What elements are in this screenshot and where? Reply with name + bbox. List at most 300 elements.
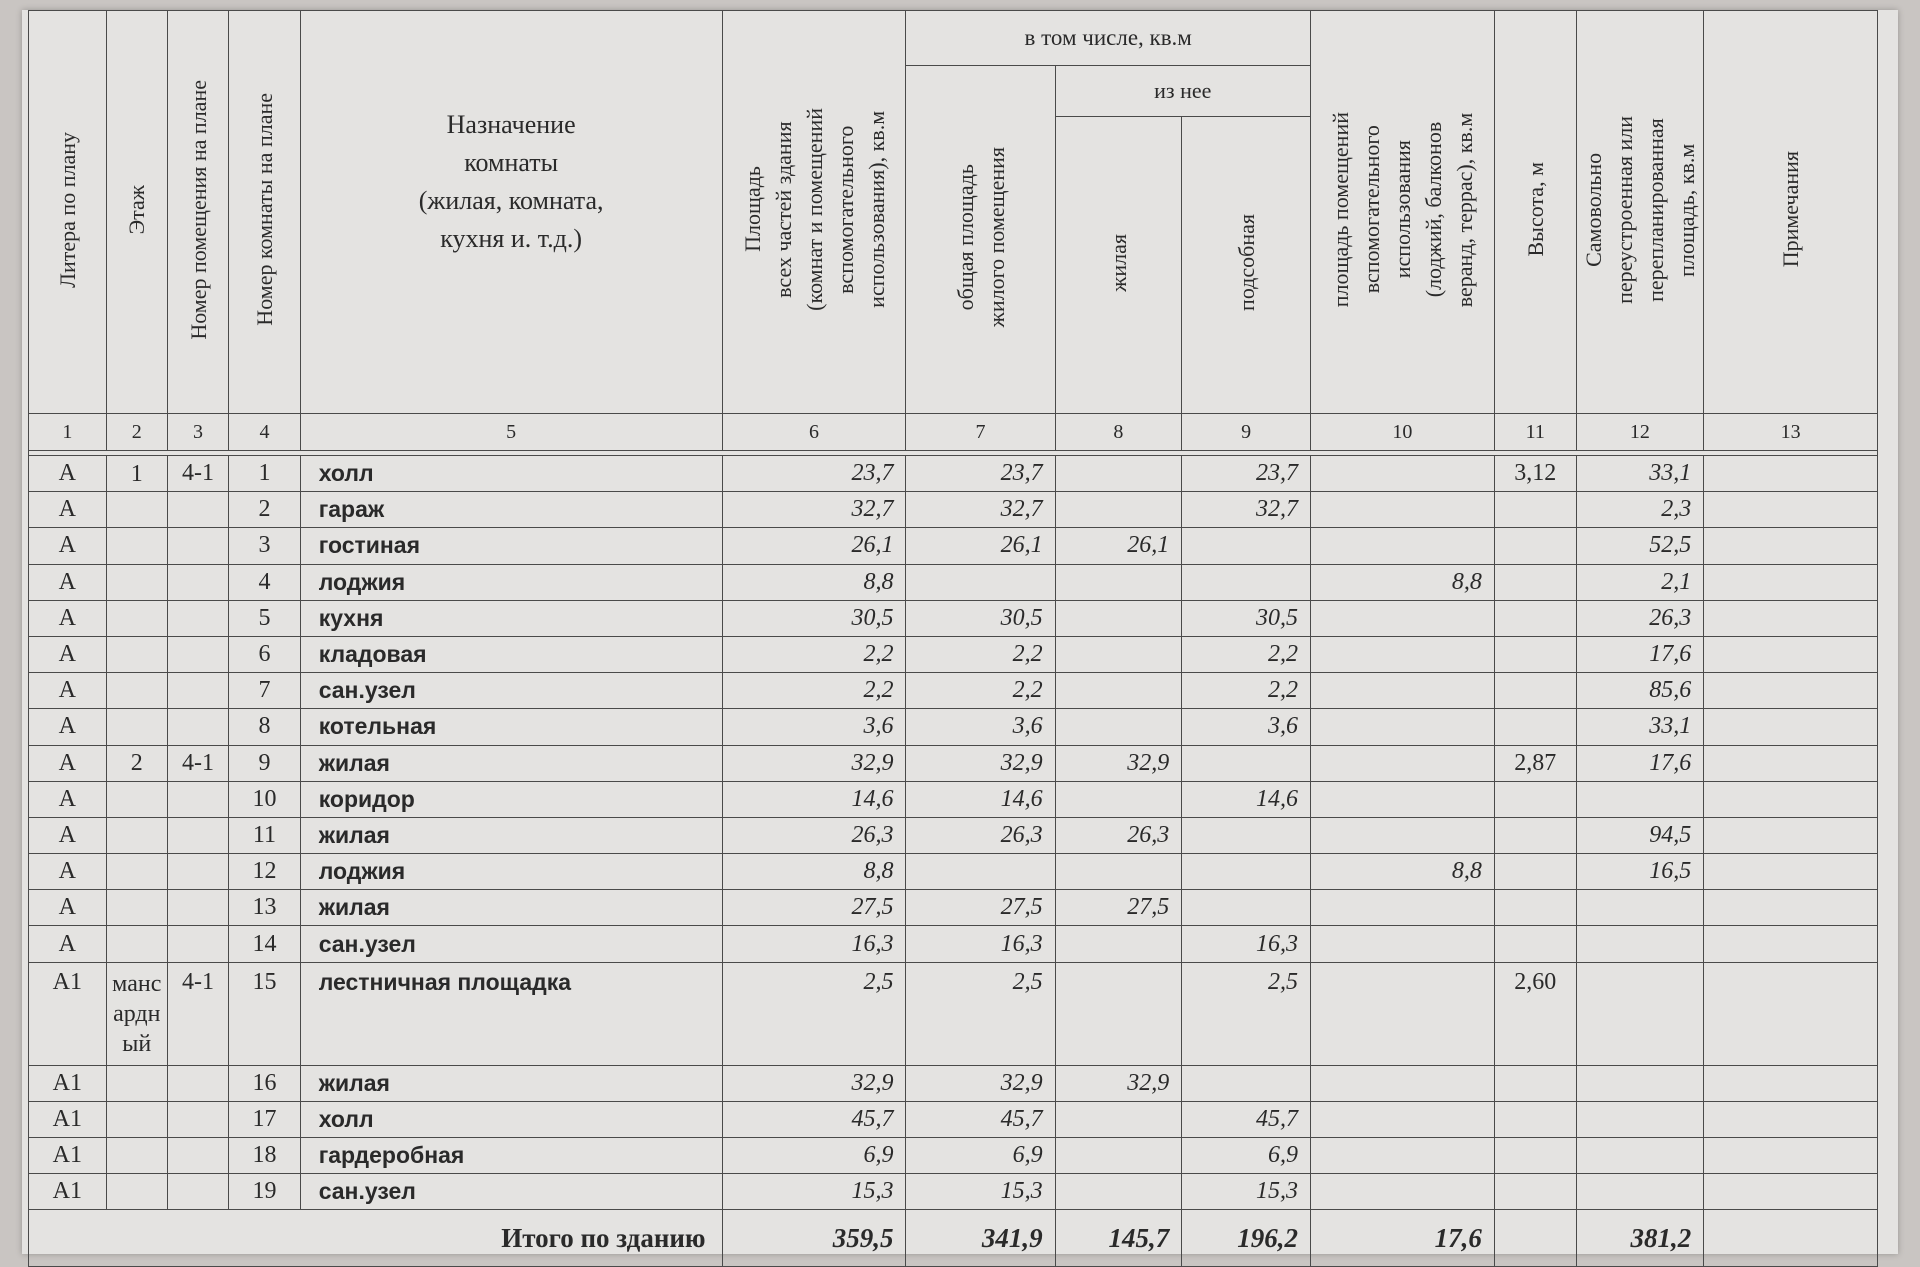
cell-area-all: 30,5 (722, 600, 906, 636)
table-row (29, 709, 1878, 745)
column-number-row (29, 414, 1878, 451)
cell-area-all: 32,7 (722, 492, 906, 528)
cell-room-number: 15 (229, 962, 301, 1065)
cell-litera: А (29, 564, 107, 600)
cell-height (1494, 673, 1576, 709)
total-area-auxiliary: 196,2 (1182, 1210, 1311, 1267)
cell-area-all: 3,6 (722, 709, 906, 745)
cell-area-all: 26,1 (722, 528, 906, 564)
table-row (29, 1174, 1878, 1210)
total-label: Итого по зданию (29, 1210, 723, 1267)
cell-litera: А1 (29, 1101, 107, 1137)
total-area-living: 145,7 (1055, 1210, 1182, 1267)
cell-area-loggia: 8,8 (1310, 564, 1494, 600)
cell-height: 2,87 (1494, 745, 1576, 781)
cell-area-common: 32,9 (906, 1065, 1055, 1101)
cell-floor (106, 564, 167, 600)
cell-area-auxiliary: 23,7 (1182, 456, 1311, 492)
header-group-in-total: в том числе, кв.м (906, 11, 1311, 66)
cell-height (1494, 1101, 1576, 1137)
column-number: 13 (1704, 414, 1878, 451)
cell-area-auxiliary (1182, 564, 1311, 600)
cell-room-purpose: холл (300, 456, 722, 492)
cell-area-illegal: 94,5 (1576, 817, 1704, 853)
table-row (29, 854, 1878, 890)
cell-room-number: 5 (229, 600, 301, 636)
cell-notes (1704, 1065, 1878, 1101)
cell-area-common: 3,6 (906, 709, 1055, 745)
cell-area-illegal: 2,1 (1576, 564, 1704, 600)
cell-room-purpose: гараж (300, 492, 722, 528)
cell-notes (1704, 817, 1878, 853)
cell-area-illegal (1576, 1065, 1704, 1101)
cell-notes (1704, 1101, 1878, 1137)
cell-area-living (1055, 600, 1182, 636)
cell-floor (106, 1174, 167, 1210)
cell-area-auxiliary (1182, 1065, 1311, 1101)
cell-premises-number (167, 1138, 228, 1174)
cell-area-all: 8,8 (722, 564, 906, 600)
cell-area-loggia (1310, 1174, 1494, 1210)
cell-room-purpose: кладовая (300, 636, 722, 672)
total-area-illegal: 381,2 (1576, 1210, 1704, 1267)
column-number: 3 (167, 414, 228, 451)
cell-room-purpose: сан.узел (300, 673, 722, 709)
cell-area-illegal (1576, 1138, 1704, 1174)
column-number: 7 (906, 414, 1055, 451)
cell-litera: А (29, 745, 107, 781)
cell-floor (106, 926, 167, 962)
cell-area-common: 26,1 (906, 528, 1055, 564)
table-row (29, 456, 1878, 492)
total-area-loggia: 17,6 (1310, 1210, 1494, 1267)
cell-height (1494, 564, 1576, 600)
cell-area-living (1055, 456, 1182, 492)
cell-room-number: 6 (229, 636, 301, 672)
cell-area-loggia (1310, 1138, 1494, 1174)
cell-height (1494, 1065, 1576, 1101)
header-col-10: площадь помещений вспомогательного использования (лоджий, балконов веранд, террас), кв.м (1310, 11, 1494, 414)
cell-area-illegal: 33,1 (1576, 456, 1704, 492)
column-number: 8 (1055, 414, 1182, 451)
header-col-9: подсобная (1182, 117, 1311, 414)
cell-room-purpose: холл (300, 1101, 722, 1137)
cell-litera: А1 (29, 962, 107, 1065)
cell-height: 2,60 (1494, 962, 1576, 1065)
cell-litera: А (29, 709, 107, 745)
column-number: 1 (29, 414, 107, 451)
cell-premises-number (167, 492, 228, 528)
cell-area-living: 32,9 (1055, 745, 1182, 781)
cell-area-living (1055, 564, 1182, 600)
cell-area-living: 27,5 (1055, 890, 1182, 926)
cell-litera: А1 (29, 1138, 107, 1174)
cell-premises-number (167, 528, 228, 564)
cell-premises-number (167, 890, 228, 926)
cell-room-purpose: гардеробная (300, 1138, 722, 1174)
cell-area-living: 26,3 (1055, 817, 1182, 853)
cell-room-number: 19 (229, 1174, 301, 1210)
table-row (29, 1138, 1878, 1174)
cell-room-purpose: коридор (300, 781, 722, 817)
cell-area-auxiliary (1182, 745, 1311, 781)
cell-area-illegal: 2,3 (1576, 492, 1704, 528)
cell-notes (1704, 456, 1878, 492)
cell-area-auxiliary: 14,6 (1182, 781, 1311, 817)
cell-area-living (1055, 854, 1182, 890)
cell-area-common: 2,2 (906, 673, 1055, 709)
cell-area-living (1055, 673, 1182, 709)
cell-room-number: 13 (229, 890, 301, 926)
total-height (1494, 1210, 1576, 1267)
cell-area-auxiliary (1182, 854, 1311, 890)
cell-litera: А (29, 456, 107, 492)
table-row (29, 492, 1878, 528)
cell-area-all: 2,5 (722, 962, 906, 1065)
column-number: 9 (1182, 414, 1311, 451)
cell-area-loggia: 8,8 (1310, 854, 1494, 890)
table-row (29, 673, 1878, 709)
cell-area-illegal (1576, 926, 1704, 962)
cell-premises-number (167, 1174, 228, 1210)
header-col-7: общая площадь жилого помещения (906, 66, 1055, 414)
cell-room-number: 17 (229, 1101, 301, 1137)
total-area-common: 341,9 (906, 1210, 1055, 1267)
cell-litera: А (29, 492, 107, 528)
cell-room-purpose: лестничная площадка (300, 962, 722, 1065)
cell-area-loggia (1310, 600, 1494, 636)
cell-area-all: 23,7 (722, 456, 906, 492)
cell-floor: 2 (106, 745, 167, 781)
cell-area-illegal: 17,6 (1576, 636, 1704, 672)
cell-room-purpose: жилая (300, 745, 722, 781)
column-number: 4 (229, 414, 301, 451)
cell-area-auxiliary: 15,3 (1182, 1174, 1311, 1210)
cell-notes (1704, 926, 1878, 962)
cell-area-illegal: 33,1 (1576, 709, 1704, 745)
cell-area-loggia (1310, 962, 1494, 1065)
cell-litera: А (29, 636, 107, 672)
cell-room-number: 18 (229, 1138, 301, 1174)
cell-height (1494, 890, 1576, 926)
cell-litera: А (29, 926, 107, 962)
cell-floor (106, 890, 167, 926)
cell-area-illegal: 17,6 (1576, 745, 1704, 781)
cell-litera: А (29, 890, 107, 926)
cell-floor (106, 781, 167, 817)
cell-room-number: 9 (229, 745, 301, 781)
cell-notes (1704, 781, 1878, 817)
cell-area-all: 26,3 (722, 817, 906, 853)
cell-notes (1704, 600, 1878, 636)
cell-area-all: 32,9 (722, 745, 906, 781)
cell-area-common: 32,7 (906, 492, 1055, 528)
cell-height (1494, 636, 1576, 672)
cell-height: 3,12 (1494, 456, 1576, 492)
cell-height (1494, 817, 1576, 853)
cell-area-all: 8,8 (722, 854, 906, 890)
cell-height (1494, 1138, 1576, 1174)
cell-room-number: 11 (229, 817, 301, 853)
cell-area-living (1055, 781, 1182, 817)
cell-premises-number: 4-1 (167, 745, 228, 781)
cell-premises-number (167, 817, 228, 853)
cell-area-common: 2,2 (906, 636, 1055, 672)
cell-premises-number (167, 926, 228, 962)
table-row (29, 890, 1878, 926)
cell-room-number: 4 (229, 564, 301, 600)
cell-floor (106, 1138, 167, 1174)
header-col-13: Примечания (1704, 11, 1878, 414)
cell-area-living: 26,1 (1055, 528, 1182, 564)
cell-area-loggia (1310, 673, 1494, 709)
header-col-8: жилая (1055, 117, 1182, 414)
table-row (29, 962, 1878, 1065)
cell-floor: манс ардн ый (106, 962, 167, 1065)
cell-floor (106, 1101, 167, 1137)
cell-area-loggia (1310, 1065, 1494, 1101)
column-number: 6 (722, 414, 906, 451)
cell-area-auxiliary: 2,2 (1182, 636, 1311, 672)
cell-area-common: 26,3 (906, 817, 1055, 853)
cell-litera: А (29, 781, 107, 817)
cell-litera: А (29, 817, 107, 853)
total-area-all: 359,5 (722, 1210, 906, 1267)
cell-notes (1704, 709, 1878, 745)
column-number: 2 (106, 414, 167, 451)
table-row (29, 745, 1878, 781)
cell-area-illegal: 85,6 (1576, 673, 1704, 709)
cell-height (1494, 781, 1576, 817)
cell-area-living (1055, 926, 1182, 962)
cell-room-number: 14 (229, 926, 301, 962)
cell-area-loggia (1310, 456, 1494, 492)
total-notes (1704, 1210, 1878, 1267)
cell-premises-number (167, 709, 228, 745)
cell-area-all: 15,3 (722, 1174, 906, 1210)
cell-room-number: 3 (229, 528, 301, 564)
cell-area-living (1055, 492, 1182, 528)
cell-room-purpose: лоджия (300, 854, 722, 890)
cell-floor (106, 673, 167, 709)
cell-area-common (906, 854, 1055, 890)
cell-room-number: 12 (229, 854, 301, 890)
cell-area-common (906, 564, 1055, 600)
cell-room-purpose: сан.узел (300, 926, 722, 962)
cell-premises-number (167, 854, 228, 890)
cell-area-auxiliary (1182, 890, 1311, 926)
header-subgroup-of-it: из нее (1055, 66, 1310, 117)
cell-area-auxiliary (1182, 528, 1311, 564)
cell-height (1494, 528, 1576, 564)
cell-floor (106, 817, 167, 853)
cell-area-living (1055, 962, 1182, 1065)
cell-area-living (1055, 1174, 1182, 1210)
cell-room-number: 1 (229, 456, 301, 492)
cell-premises-number (167, 636, 228, 672)
cell-area-common: 45,7 (906, 1101, 1055, 1137)
cell-height (1494, 926, 1576, 962)
cell-room-purpose: кухня (300, 600, 722, 636)
header-col-12: Самовольно переустроенная или перепланированная площадь, кв.м (1576, 11, 1704, 414)
cell-notes (1704, 1138, 1878, 1174)
cell-area-auxiliary (1182, 817, 1311, 853)
cell-premises-number (167, 1101, 228, 1137)
cell-area-all: 45,7 (722, 1101, 906, 1137)
cell-height (1494, 600, 1576, 636)
cell-floor: 1 (106, 456, 167, 492)
column-number: 5 (300, 414, 722, 451)
cell-room-purpose: жилая (300, 817, 722, 853)
cell-area-common: 6,9 (906, 1138, 1055, 1174)
cell-area-common: 23,7 (906, 456, 1055, 492)
cell-notes (1704, 890, 1878, 926)
cell-area-illegal (1576, 890, 1704, 926)
cell-floor (106, 528, 167, 564)
cell-room-purpose: лоджия (300, 564, 722, 600)
cell-litera: А (29, 600, 107, 636)
header-col-6: Площадь всех частей здания (комнат и помещений вспомогательного использования), кв.м (722, 11, 906, 414)
table-row (29, 636, 1878, 672)
cell-floor (106, 854, 167, 890)
cell-premises-number: 4-1 (167, 456, 228, 492)
cell-area-auxiliary: 2,2 (1182, 673, 1311, 709)
cell-notes (1704, 528, 1878, 564)
table-row (29, 1101, 1878, 1137)
table-row (29, 528, 1878, 564)
cell-height (1494, 854, 1576, 890)
cell-notes (1704, 1174, 1878, 1210)
cell-room-number: 8 (229, 709, 301, 745)
cell-height (1494, 492, 1576, 528)
cell-area-auxiliary: 3,6 (1182, 709, 1311, 745)
cell-litera: А (29, 673, 107, 709)
cell-area-auxiliary: 30,5 (1182, 600, 1311, 636)
cell-area-auxiliary: 2,5 (1182, 962, 1311, 1065)
cell-area-common: 16,3 (906, 926, 1055, 962)
header-col-4: Номер комнаты на плане (229, 11, 301, 414)
cell-area-living (1055, 1138, 1182, 1174)
table-row (29, 1065, 1878, 1101)
area-explication-table (28, 10, 1878, 1267)
cell-area-loggia (1310, 745, 1494, 781)
cell-area-auxiliary: 6,9 (1182, 1138, 1311, 1174)
cell-height (1494, 1174, 1576, 1210)
cell-premises-number (167, 1065, 228, 1101)
cell-area-loggia (1310, 709, 1494, 745)
cell-area-illegal (1576, 962, 1704, 1065)
cell-room-purpose: жилая (300, 1065, 722, 1101)
cell-room-purpose: котельная (300, 709, 722, 745)
cell-area-living (1055, 1101, 1182, 1137)
table-row (29, 781, 1878, 817)
cell-floor (106, 1065, 167, 1101)
cell-notes (1704, 962, 1878, 1065)
cell-notes (1704, 564, 1878, 600)
header-col-3: Номер помещения на плане (167, 11, 228, 414)
header-col-11: Высота, м (1494, 11, 1576, 414)
cell-floor (106, 492, 167, 528)
column-number: 12 (1576, 414, 1704, 451)
cell-litera: А (29, 854, 107, 890)
cell-area-all: 14,6 (722, 781, 906, 817)
cell-room-purpose: жилая (300, 890, 722, 926)
cell-area-illegal: 16,5 (1576, 854, 1704, 890)
cell-area-illegal (1576, 781, 1704, 817)
cell-room-number: 10 (229, 781, 301, 817)
cell-room-number: 2 (229, 492, 301, 528)
cell-area-all: 32,9 (722, 1065, 906, 1101)
cell-notes (1704, 745, 1878, 781)
cell-room-number: 7 (229, 673, 301, 709)
cell-area-loggia (1310, 890, 1494, 926)
cell-area-loggia (1310, 926, 1494, 962)
cell-floor (106, 600, 167, 636)
cell-area-illegal: 52,5 (1576, 528, 1704, 564)
cell-area-loggia (1310, 817, 1494, 853)
cell-floor (106, 636, 167, 672)
cell-area-loggia (1310, 528, 1494, 564)
column-number: 10 (1310, 414, 1494, 451)
cell-premises-number (167, 564, 228, 600)
cell-notes (1704, 636, 1878, 672)
table-row (29, 926, 1878, 962)
cell-area-illegal (1576, 1101, 1704, 1137)
cell-area-illegal: 26,3 (1576, 600, 1704, 636)
cell-area-loggia (1310, 781, 1494, 817)
total-row (29, 1210, 1878, 1267)
cell-area-common: 30,5 (906, 600, 1055, 636)
cell-area-loggia (1310, 1101, 1494, 1137)
cell-room-purpose: сан.узел (300, 1174, 722, 1210)
cell-area-auxiliary: 45,7 (1182, 1101, 1311, 1137)
cell-area-all: 16,3 (722, 926, 906, 962)
cell-litera: А1 (29, 1174, 107, 1210)
cell-height (1494, 709, 1576, 745)
cell-room-purpose: гостиная (300, 528, 722, 564)
header-col-5: Назначение комнаты (жилая, комната, кухня и. т.д.) (300, 11, 722, 414)
cell-premises-number (167, 673, 228, 709)
cell-area-all: 6,9 (722, 1138, 906, 1174)
cell-notes (1704, 854, 1878, 890)
cell-litera: А (29, 528, 107, 564)
cell-area-living (1055, 636, 1182, 672)
header-col-2: Этаж (106, 11, 167, 414)
cell-litera: А1 (29, 1065, 107, 1101)
column-number: 11 (1494, 414, 1576, 451)
cell-premises-number (167, 600, 228, 636)
cell-premises-number (167, 781, 228, 817)
cell-area-auxiliary: 32,7 (1182, 492, 1311, 528)
cell-notes (1704, 492, 1878, 528)
cell-area-living: 32,9 (1055, 1065, 1182, 1101)
cell-area-all: 2,2 (722, 636, 906, 672)
table-row (29, 600, 1878, 636)
table-row (29, 817, 1878, 853)
table-row (29, 564, 1878, 600)
cell-area-all: 27,5 (722, 890, 906, 926)
cell-floor (106, 709, 167, 745)
cell-area-common: 27,5 (906, 890, 1055, 926)
cell-room-number: 16 (229, 1065, 301, 1101)
cell-area-auxiliary: 16,3 (1182, 926, 1311, 962)
cell-premises-number: 4-1 (167, 962, 228, 1065)
cell-area-common: 2,5 (906, 962, 1055, 1065)
cell-area-loggia (1310, 492, 1494, 528)
cell-area-living (1055, 709, 1182, 745)
cell-area-common: 14,6 (906, 781, 1055, 817)
document-sheet (22, 10, 1898, 1254)
